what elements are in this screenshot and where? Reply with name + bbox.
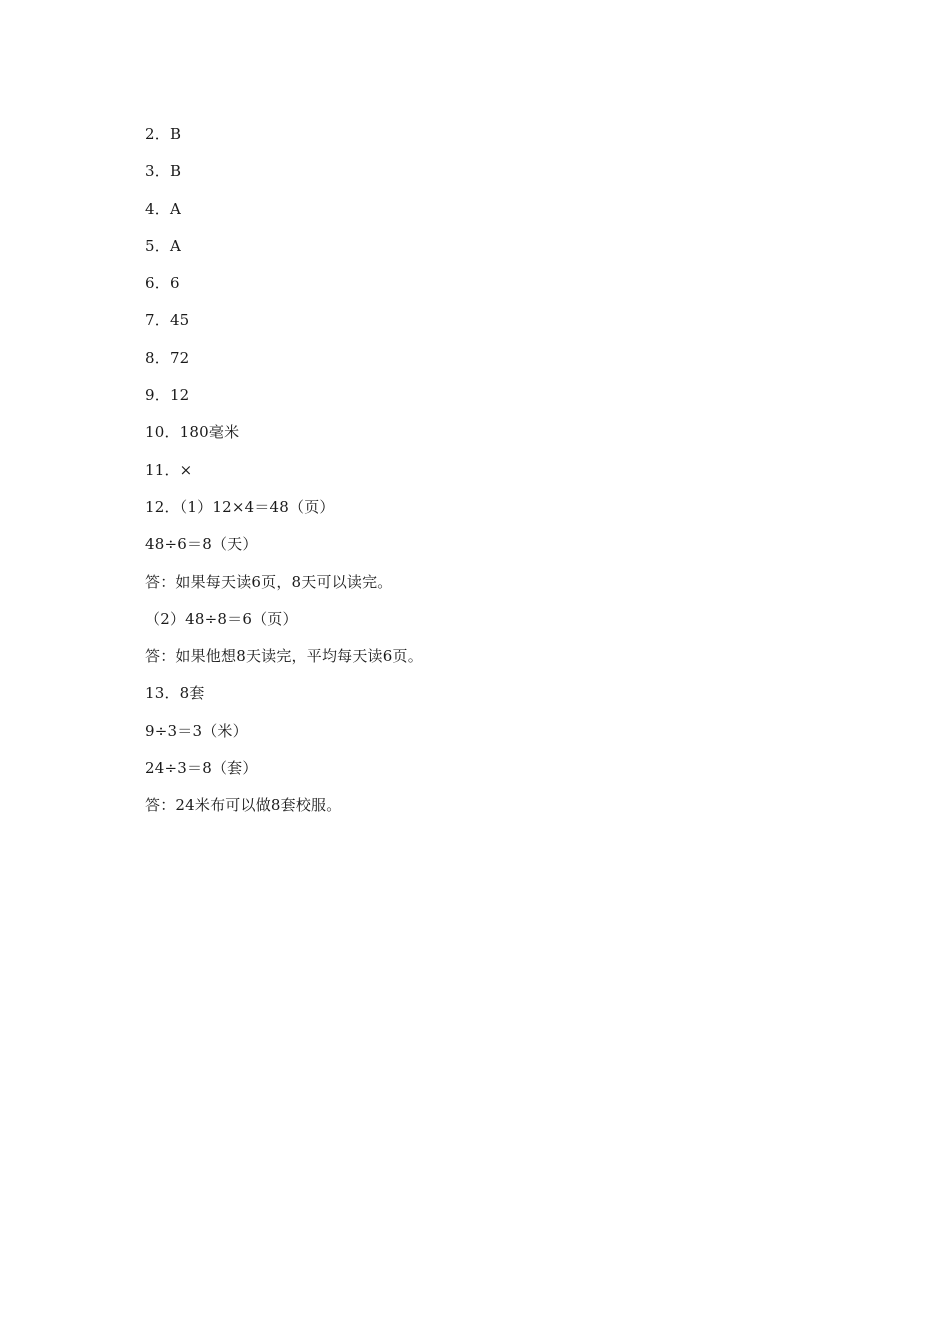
answer-line-q9: 9．12 <box>145 386 190 405</box>
answer-line-q4: 4．A <box>145 199 181 218</box>
answer-line-q13-step1: 9÷3＝3（米） <box>145 721 248 740</box>
answer-line-q12-part2: （2）48÷8＝6（页） <box>145 609 298 628</box>
answer-line-q12-step: 48÷6＝8（天） <box>145 535 258 554</box>
answer-key-list <box>145 121 845 830</box>
answer-line-q12-part1: 12．（1）12×4＝48（页） <box>145 497 335 516</box>
answer-line-q13-step2: 24÷3＝8（套） <box>145 759 258 778</box>
answer-line-q7: 7．45 <box>145 311 190 330</box>
answer-line-q3: 3．B <box>145 162 182 181</box>
answer-line-q2: 2．B <box>145 125 182 143</box>
answer-line-q5: 5．A <box>145 236 181 255</box>
answer-line-q8: 8．72 <box>145 348 190 367</box>
answer-line-q10: 10．180毫米 <box>145 423 240 442</box>
answer-line-q13: 13．8套 <box>145 684 205 703</box>
answer-line-q13-answer: 答：24米布可以做8套校服。 <box>145 796 342 815</box>
answer-line-q12-answer2: 答：如果他想8天读完，平均每天读6页。 <box>145 647 423 666</box>
answer-line-q12-answer1: 答：如果每天读6页，8天可以读完。 <box>145 572 393 591</box>
answer-line-q11: 11．× <box>145 460 193 479</box>
answer-line-q6: 6．6 <box>145 274 180 293</box>
